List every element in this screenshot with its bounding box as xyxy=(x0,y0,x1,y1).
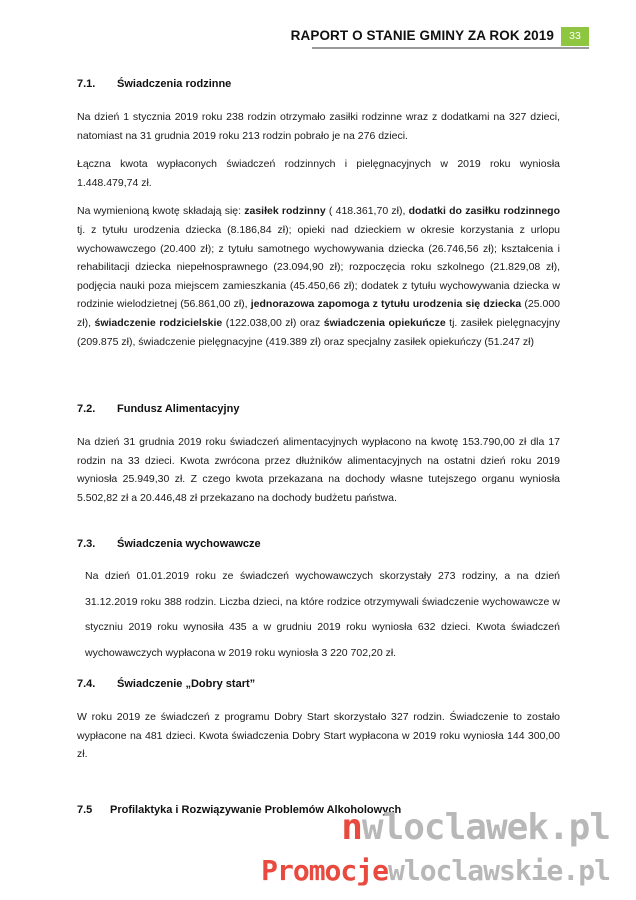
bold-term: zasiłek rodzinny xyxy=(244,205,326,218)
section-title: Świadczenia rodzinne xyxy=(117,78,232,90)
paragraph: Łączna kwota wypłaconych świadczeń rodzinnych i pielęgnacyjnych w 2019 roku wyniosła 1.448.479,74 zł. xyxy=(77,158,560,189)
paragraph: Na dzień 31 grudnia 2019 roku świadczeń alimentacyjnych wypłacono na kwotę 153.790,00 zł dla 17 rodzin na 33 dzieci. Kwota zwrócona przez dłużników alimentacyjnych na ostatni dzień roku 2019 wyniosła 25.949,30 zł. Z czego kwota przekazana na dochody własne tutejszego organu wyniosła 5.502,82 zł a 20.446,48 zł przekazano na dochody budżetu państwa. xyxy=(77,436,560,504)
bold-term: jednorazowa zapomoga z tytułu urodzenia się dziecka xyxy=(250,298,522,311)
watermark-text: Promocje xyxy=(261,854,388,887)
paragraph: Na dzień 01.01.2019 roku ze świadczeń wychowawczych skorzystały 273 rodziny, a na dzień 31.12.2019 roku 388 rodzin. Liczba dzieci, na które rodzice otrzymywali świadczenie wychowawcze w styczniu 2019 roku wynosiła 435 a w grudniu 2019 roku wyniosła 632 dzieci. Kwota świadczeń wychowawczych wypłacona w 2019 roku wyniosła 3 220 702,20 zł. xyxy=(85,570,560,659)
watermark-line-1 xyxy=(341,808,610,848)
watermark-line-2 xyxy=(261,854,610,888)
paragraph: W roku 2019 ze świadczeń z programu Dobry Start skorzystało 327 rodzin. Świadczenie to zostało wypłacone na 481 dzieci. Kwota świadczenia Dobry Start wypłacona w 2019 roku wyniosła 144 300,00 zł. xyxy=(77,711,560,761)
bold-term: dodatki do zasiłku rodzinnego xyxy=(408,205,561,218)
watermark xyxy=(261,807,636,900)
section-title: Świadczenia wychowawcze xyxy=(117,538,261,550)
section-title: Fundusz Alimentacyjny xyxy=(117,403,240,415)
section-number: 7.4. xyxy=(77,678,96,690)
text-run: ( 418.361,70 zł), xyxy=(325,205,409,218)
section-heading xyxy=(77,537,560,551)
text-run: Na wymienioną kwotę składają się: xyxy=(77,205,245,218)
section-number: 7.5 xyxy=(77,804,93,816)
section-7-4 xyxy=(77,677,560,764)
watermark-text: n xyxy=(341,807,362,848)
bold-term: świadczenie rodzicielskie xyxy=(94,316,223,329)
section-title: Świadczenie „Dobry start” xyxy=(117,678,256,690)
section-heading xyxy=(77,677,560,691)
page-header xyxy=(0,28,636,50)
bold-term: świadczenia opiekuńcze xyxy=(323,316,446,329)
section-number: 7.1. xyxy=(77,78,96,90)
section-7-3 xyxy=(77,537,560,666)
section-heading xyxy=(77,77,560,91)
report-title: RAPORT O STANIE GMINY ZA ROK 2019 xyxy=(290,28,554,43)
text-run: tj. z tytułu urodzenia dziecka (8.186,84 zł); opieki nad dzieckiem w okresie korzystania z urlopu wychowawczego (20.400 zł); z tytułu samotnego wychowywania dziecka (26.746,56 zł); kształcenia i rehabilitacji dziecka niepełnosprawnego (23.094,90 zł); rozpoczęcia roku szkolnego (21.829,08 zł), podjęcia nauki poza miejscem zamieszkania (45.450,66 zł); dodatek z tytułu wychowywania dziecka w rodzinie wielodzietnej (56.861,00 zł), xyxy=(77,223,560,311)
section-number: 7.2. xyxy=(77,403,96,415)
text-run: tj. zasiłek pielęgnacyjny (209.875 zł), świadczenie pielęgnacyjne (419.389 zł) oraz specjalny zasiłek opiekuńczy (51.247 zł) xyxy=(77,316,560,348)
section-title: Profilaktyka i Rozwiązywanie Problemów Alkoholowych xyxy=(110,804,402,816)
section-7-2 xyxy=(77,402,560,507)
text-run: (122.038,00 zł) oraz xyxy=(222,316,324,329)
watermark-text: wloclawskie.pl xyxy=(387,854,610,887)
text-run: (25.000 zł), xyxy=(77,298,560,329)
section-number: 7.3. xyxy=(77,538,96,550)
watermark-text: wloclawek.pl xyxy=(361,807,610,848)
paragraph xyxy=(77,202,560,351)
header-rule xyxy=(312,47,589,49)
paragraph: Na dzień 1 stycznia 2019 roku 238 rodzin otrzymało zasiłki rodzinne wraz z dodatkami na 327 dzieci, natomiast na 31 grudnia 2019 roku 213 rodzin pobrało je na 276 dzieci. xyxy=(77,111,560,142)
section-heading xyxy=(77,402,560,416)
section-7-1 xyxy=(77,77,560,351)
page-number: 33 xyxy=(561,27,589,46)
